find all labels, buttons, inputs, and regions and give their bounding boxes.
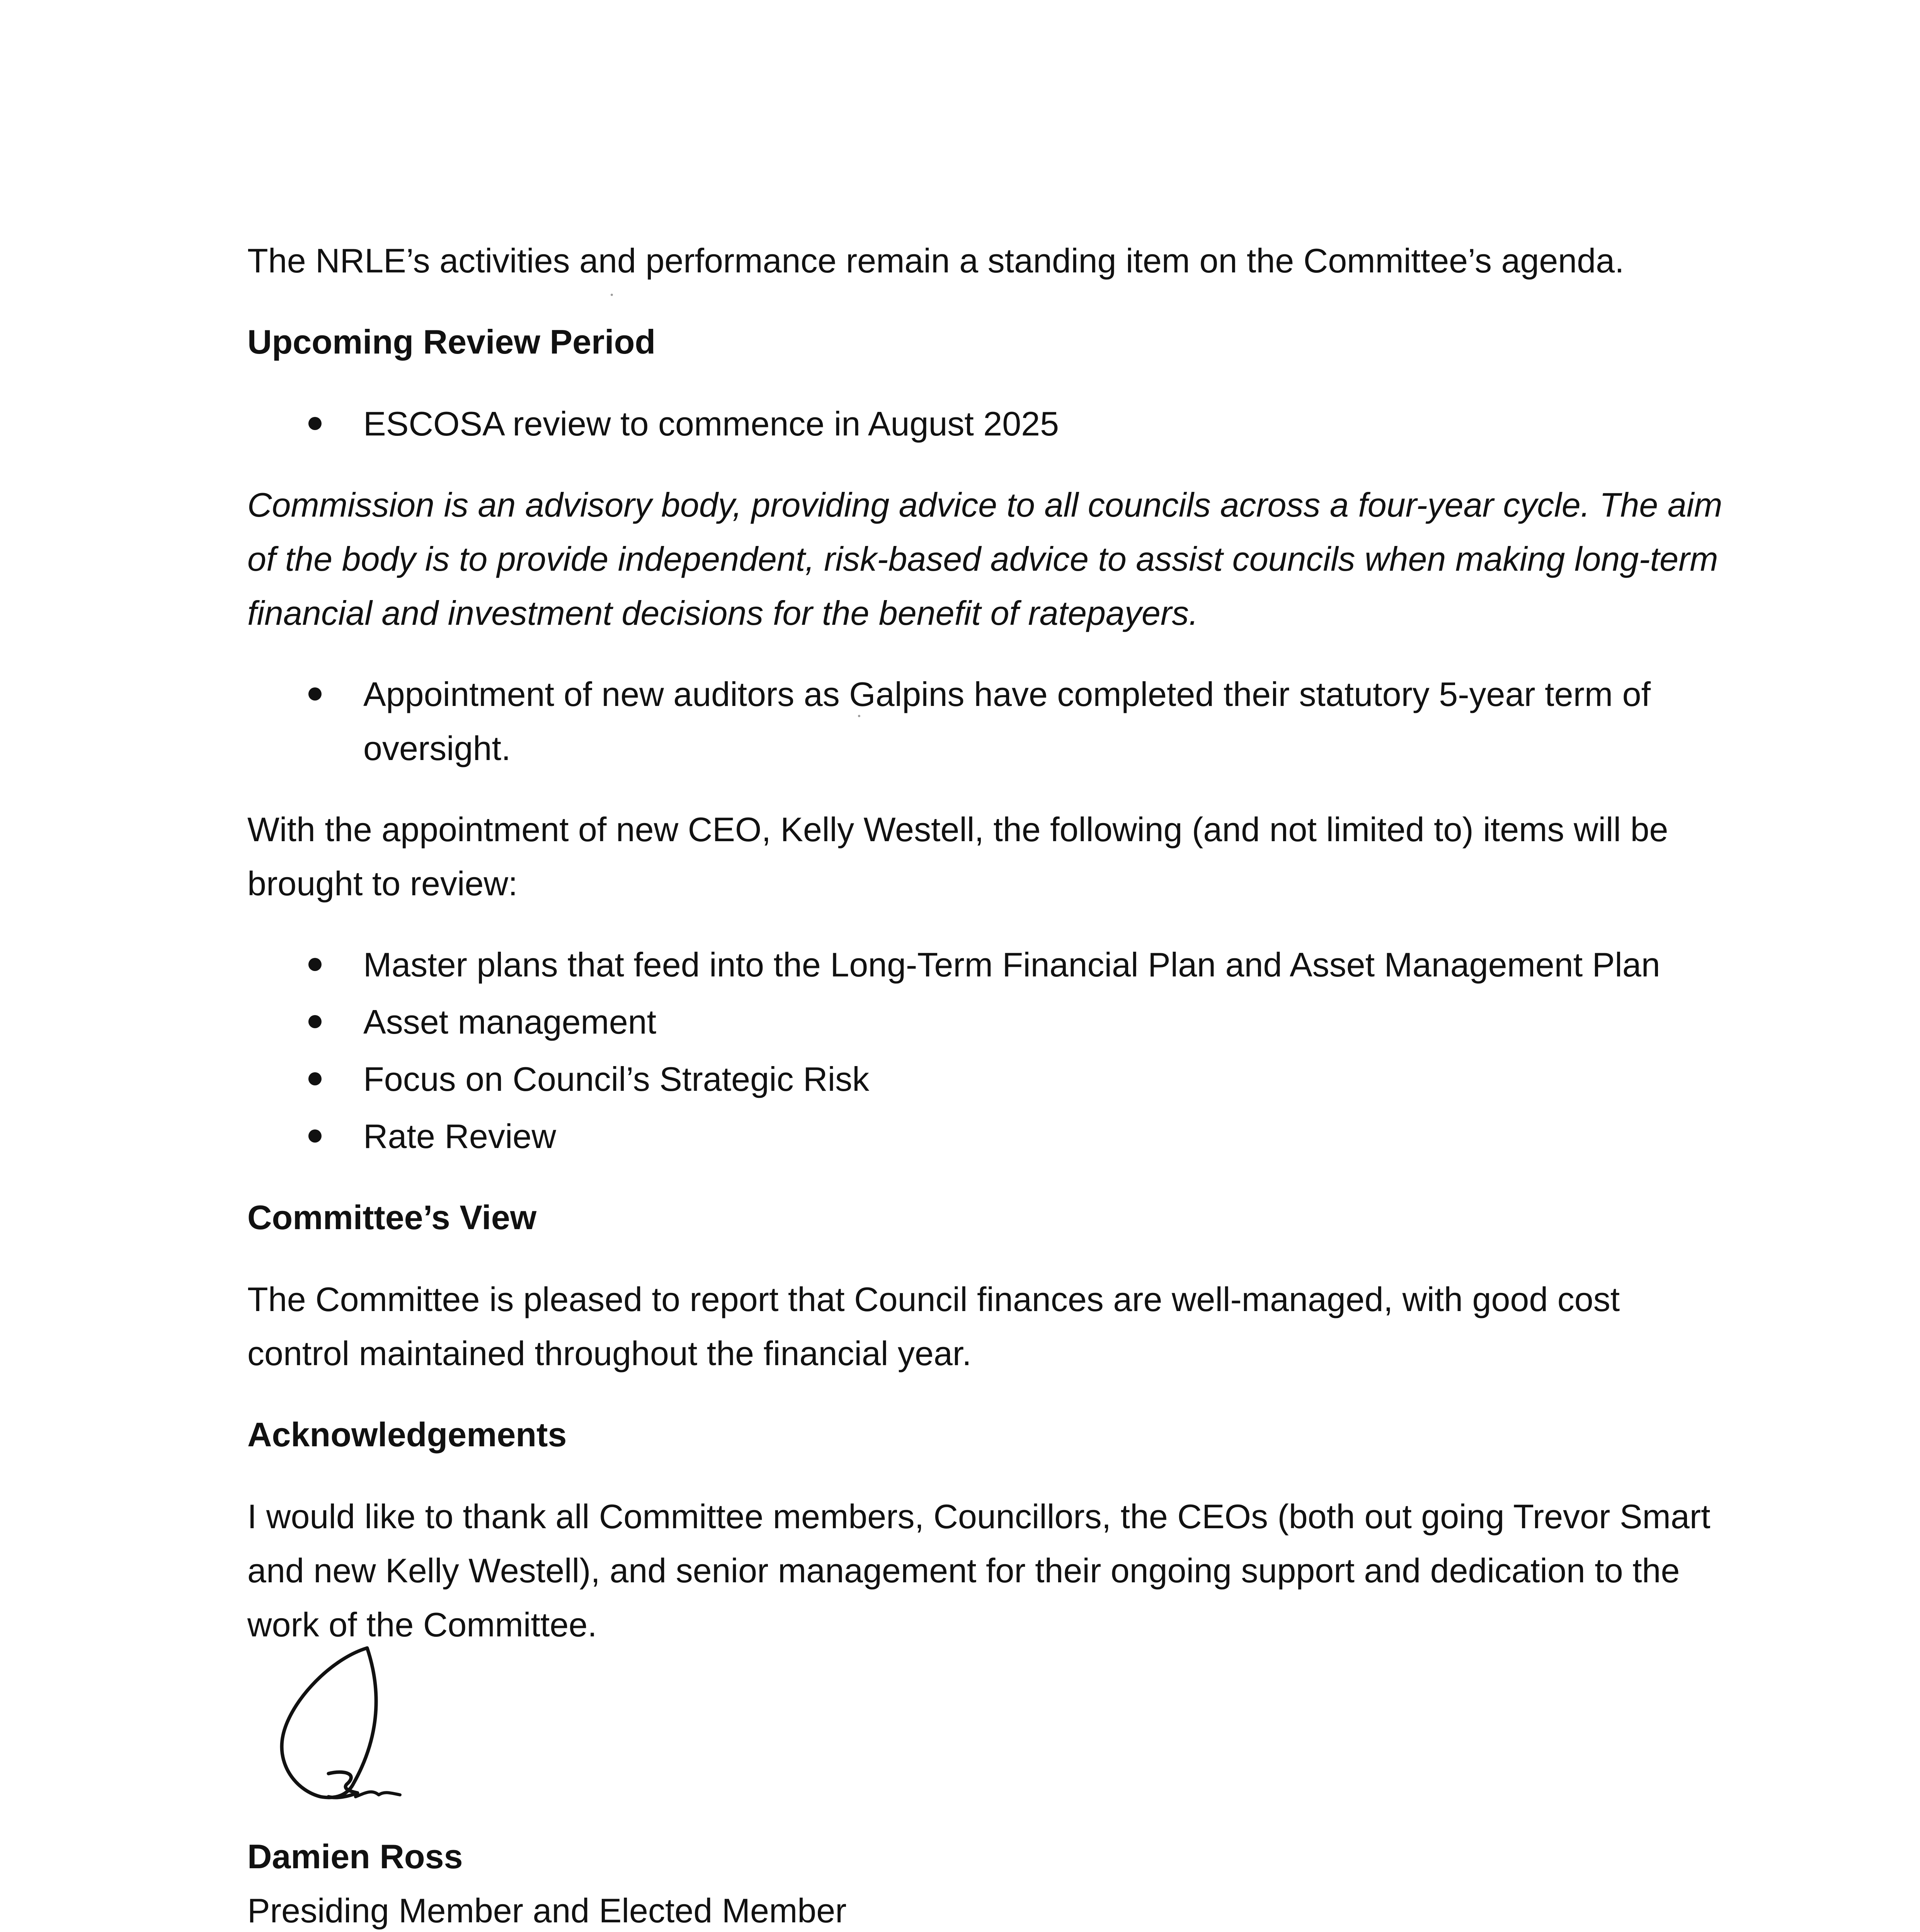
list-item [247,1109,1724,1163]
signature [247,1644,1724,1830]
list-item [247,995,1724,1049]
scan-speck [611,294,613,296]
bullet-icon [308,1129,322,1143]
scan-speck [858,715,860,717]
bullet-icon [308,1015,322,1028]
ceo-review-list [247,938,1724,1163]
committee-view-text: The Committee is pleased to report that Council finances are well-managed, with good cost control maintained throughout the financial year. [247,1280,1620,1372]
list-item-text: Asset management [363,1003,657,1041]
upcoming-review-list-1 [247,397,1724,451]
commission-note: Commission is an advisory body, providing advice to all councils across a four-year cycle. The aim of the body is to provide independent, risk-based advice to assist councils when making long-term financial and investment decisions for the benefit of ratepayers. [247,486,1723,632]
list-item-text: Master plans that feed into the Long-Term Financial Plan and Asset Management Plan [363,946,1660,984]
bullet-icon [308,417,322,430]
committee-view-heading: Committee’s View [247,1198,537,1236]
list-item-text: Appointment of new auditors as Galpins have completed their statutory 5-year term of oversight. [363,675,1651,767]
acknowledgements-heading: Acknowledgements [247,1415,567,1454]
document-body [247,234,1724,1932]
bullet-icon [308,1072,322,1085]
ceo-review-intro: With the appointment of new CEO, Kelly Westell, the following (and not limited to) items will be brought to review: [247,810,1668,903]
signatory-title: Presiding Member and Elected Member [247,1891,847,1930]
upcoming-review-heading: Upcoming Review Period [247,323,656,361]
list-item-text: ESCOSA review to commence in August 2025 [363,405,1059,443]
bullet-icon [308,687,322,701]
intro-paragraph: The NRLE’s activities and performance remain a standing item on the Committee’s agenda. [247,242,1624,280]
signature-icon [271,1644,410,1826]
list-item [247,1052,1724,1106]
list-item [247,667,1724,776]
acknowledgements-text: I would like to thank all Committee members, Councillors, the CEOs (both out going Trevor Smart and new Kelly Westell), and senior management for their ongoing support and dedication to the work of the Committee. [247,1497,1711,1644]
bullet-icon [308,958,322,971]
list-item-text: Rate Review [363,1117,556,1155]
list-item-text: Focus on Council’s Strategic Risk [363,1060,870,1098]
upcoming-review-list-2 [247,667,1724,776]
list-item [247,397,1724,451]
signatory-name: Damien Ross [247,1837,463,1876]
list-item [247,938,1724,992]
